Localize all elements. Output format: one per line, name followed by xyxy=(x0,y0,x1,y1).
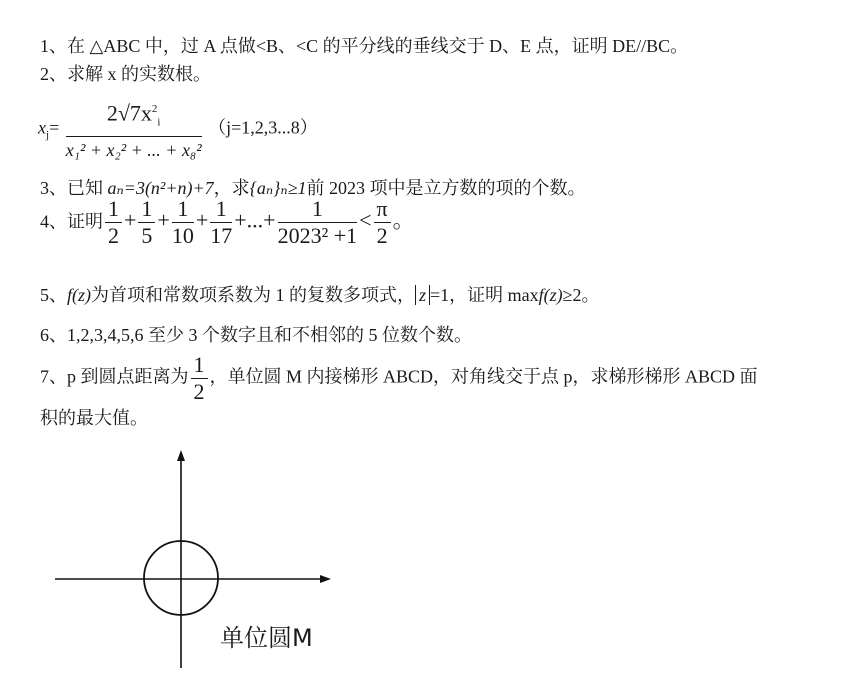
formula-num-sup: 2 xyxy=(151,103,158,115)
p7-suffix: ，单位圆 M 内接梯形 ABCD，对角线交于点 p，求梯形梯形 ABCD 面 xyxy=(209,366,758,387)
p5-fz2: f(z) xyxy=(538,285,563,305)
p4-den: 2 xyxy=(376,223,388,248)
p4-den: 2 xyxy=(108,223,119,248)
p7-den: 2 xyxy=(193,379,205,404)
p4-den: 2023² +1 xyxy=(277,223,358,248)
p7-prefix: 7、p 到圆点距离为 xyxy=(40,366,189,387)
formula-numerator: 2√7x xyxy=(106,100,152,126)
p4-num: 1 xyxy=(172,196,194,223)
problem-2: 2、求解 x 的实数根。 xyxy=(40,64,211,84)
p4-end: 。 xyxy=(392,207,415,233)
p4-den: 5 xyxy=(141,223,153,248)
p4-num: 1 xyxy=(105,196,122,223)
p4-num: 1 xyxy=(138,196,155,223)
diagram-label: 单位圆M xyxy=(220,624,313,652)
ellipsis: +...+ xyxy=(234,207,276,233)
plus: + xyxy=(195,207,209,233)
plus: + xyxy=(124,207,137,233)
p5-end: ≥2。 xyxy=(562,285,600,305)
p4-num: π xyxy=(374,196,391,223)
formula-condition: （j=1,2,3...8） xyxy=(208,117,318,138)
p7-num: 1 xyxy=(191,352,208,379)
formula-eq: = xyxy=(49,117,60,138)
formula-num-sub: i xyxy=(157,116,161,129)
p5-abs: z xyxy=(415,285,430,305)
p3-prefix: 3、已知 xyxy=(40,178,108,198)
p5-prefix: 5、 xyxy=(40,285,67,305)
p5-eq: =1，证明 max xyxy=(430,285,539,305)
x-axis-arrow-icon xyxy=(320,575,331,583)
problem-7-cont: 积的最大值。 xyxy=(40,408,148,428)
p3-set: {aₙ}ₙ≥1 xyxy=(249,178,307,198)
less-than: < xyxy=(359,207,372,233)
y-axis-arrow-icon xyxy=(177,450,185,461)
formula-lhs: x xyxy=(38,117,46,138)
p4-den: 17 xyxy=(210,223,233,248)
p5-fz: f(z) xyxy=(67,285,91,305)
plus: + xyxy=(157,207,170,233)
formula-lhs-sub: j xyxy=(46,129,50,142)
p4-prefix: 4、证明 xyxy=(40,211,103,232)
p4-den: 10 xyxy=(171,223,194,248)
p3-suffix: 前 2023 项中是立方数的项的个数。 xyxy=(306,178,586,198)
formula-denominator: x₁² + x₂² + ... + x₈² xyxy=(65,139,202,160)
p4-num: 1 xyxy=(210,196,232,223)
p5-text: 为首项和常数项系数为 1 的复数多项式， xyxy=(91,285,415,305)
p3-mid: ，求 xyxy=(213,178,250,198)
problem-1: 1、在 △ABC 中，过 A 点做<B、<C 的平分线的垂线交于 D、E 点，证明 DE//BC。 xyxy=(40,36,689,56)
p4-num: 1 xyxy=(278,196,358,223)
p3-sequence: aₙ=3(n²+n)+7 xyxy=(107,178,214,198)
problem-6: 6、1,2,3,4,5,6 至少 3 个数字且和不相邻的 5 位数个数。 xyxy=(40,325,472,345)
